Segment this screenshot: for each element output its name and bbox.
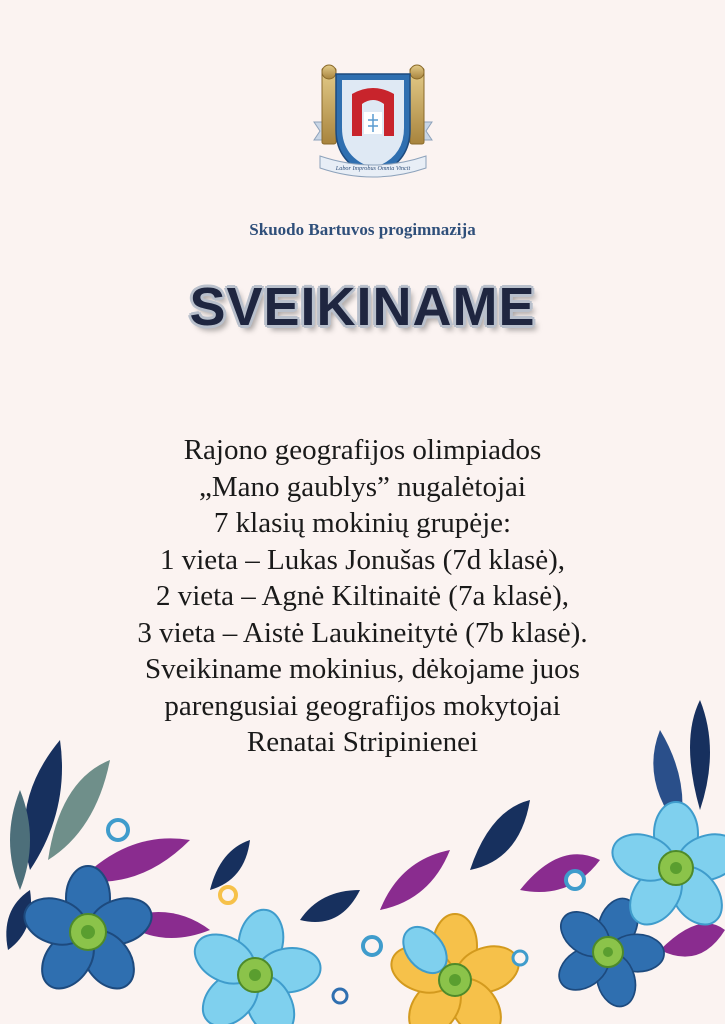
- floral-decoration: [0, 690, 725, 1024]
- school-name: Skuodo Bartuvos progimnazija: [249, 220, 476, 239]
- leaf-cluster-center: [210, 840, 450, 922]
- headline: SVEIKINAME: [189, 277, 536, 337]
- flower-light-blue: [186, 906, 323, 1024]
- announcement-line: 3 vieta – Aistė Laukineitytė (7b klasė).: [137, 616, 588, 649]
- crest-motto: Labor Improbus Omnia Vincit: [335, 165, 411, 172]
- announcement-line: „Mano gaublys” nugalėtojai: [199, 470, 526, 503]
- announcement-line: Rajono geografijos olimpiados: [183, 434, 542, 466]
- announcement-line: Renatai Stripinienei: [246, 726, 479, 758]
- announcement-line: 2 vieta – Agnė Kiltinaitė (7a klasė),: [155, 580, 570, 612]
- announcement-line: parengusiai geografijos mokytojai: [164, 689, 561, 722]
- announcement-line: 1 vieta – Lukas Jonušas (7d klasė),: [159, 543, 566, 576]
- flower-blue-large: [18, 866, 157, 998]
- announcement-line: 7 klasių mokinių grupėje:: [213, 507, 512, 539]
- school-crest-logo: [312, 64, 434, 188]
- announcement-line: Sveikiname mokinius, dėkojame juos: [145, 653, 580, 685]
